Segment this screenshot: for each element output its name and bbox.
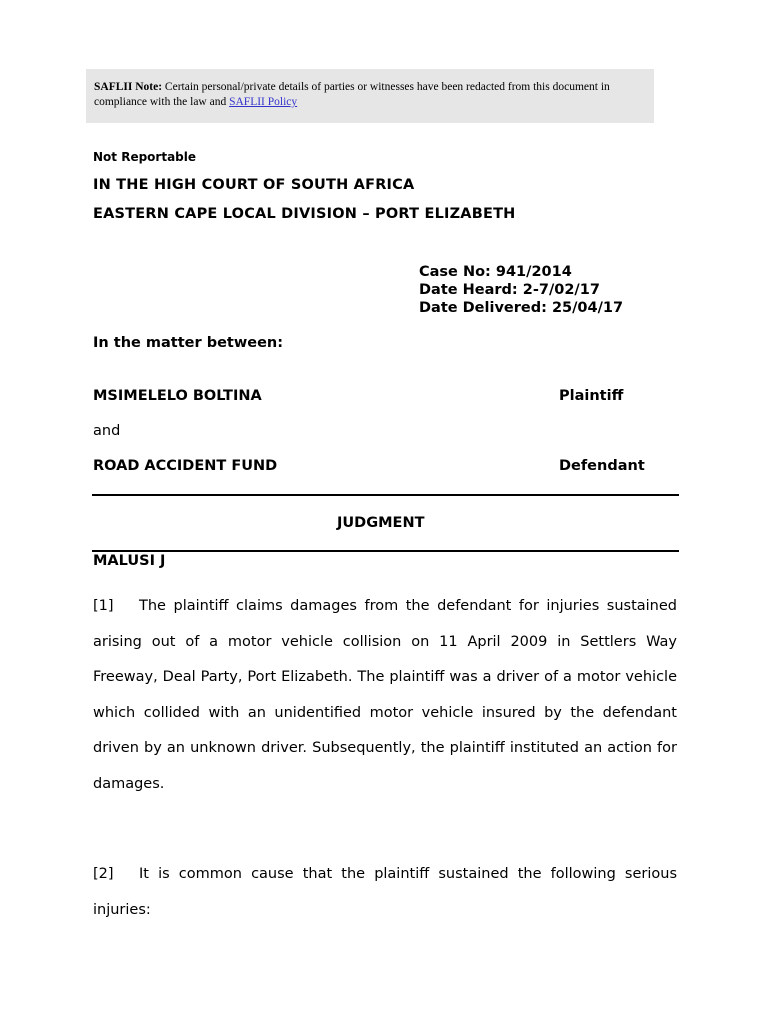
plaintiff-role: Plaintiff [559,388,624,404]
reportable-status: Not Reportable [93,150,197,164]
saflii-policy-link[interactable]: SAFLII Policy [229,96,298,108]
court-division: EASTERN CAPE LOCAL DIVISION – PORT ELIZABETH [93,206,516,222]
date-heard: Date Heard: 2-7/02/17 [419,282,600,298]
matter-between: In the matter between: [93,335,284,351]
judge-name: MALUSI J [93,553,166,569]
saflii-note-label: SAFLII Note: [94,81,163,93]
paragraph-text: The plaintiff claims damages from the defendant for injuries sustained arising out of a motor vehicle collision on 11 April 2009 in Settlers Way Freeway, Deal Party, Port Elizabeth. The plaintiff was a driver of a motor vehicle which collided with an unidentified motor vehicle insured by the defendant driven by an unknown driver. Subsequently, the plaintiff instituted an action for damages. [93,598,677,792]
saflii-note-text: Certain personal/private details of parties or witnesses have been redacted from this document in compliance with the law and [94,81,610,108]
paragraph-1 [93,589,677,802]
defendant-name: ROAD ACCIDENT FUND [93,458,278,474]
saflii-note [86,69,654,123]
case-info [419,263,623,317]
paragraph-number: [2] [93,866,114,882]
paragraph-number: [1] [93,598,114,614]
case-number: Case No: 941/2014 [419,264,572,280]
defendant-role: Defendant [559,458,645,474]
divider-bottom [92,550,679,552]
divider-top [92,494,679,496]
paragraph-2 [93,857,677,928]
court-name: IN THE HIGH COURT OF SOUTH AFRICA [93,177,415,193]
plaintiff-name: MSIMELELO BOLTINA [93,388,262,404]
judgment-heading: JUDGMENT [337,515,425,531]
party-conjunction: and [93,423,121,439]
paragraph-text: It is common cause that the plaintiff sustained the following serious injuries: [93,866,677,918]
date-delivered: Date Delivered: 25/04/17 [419,300,624,316]
